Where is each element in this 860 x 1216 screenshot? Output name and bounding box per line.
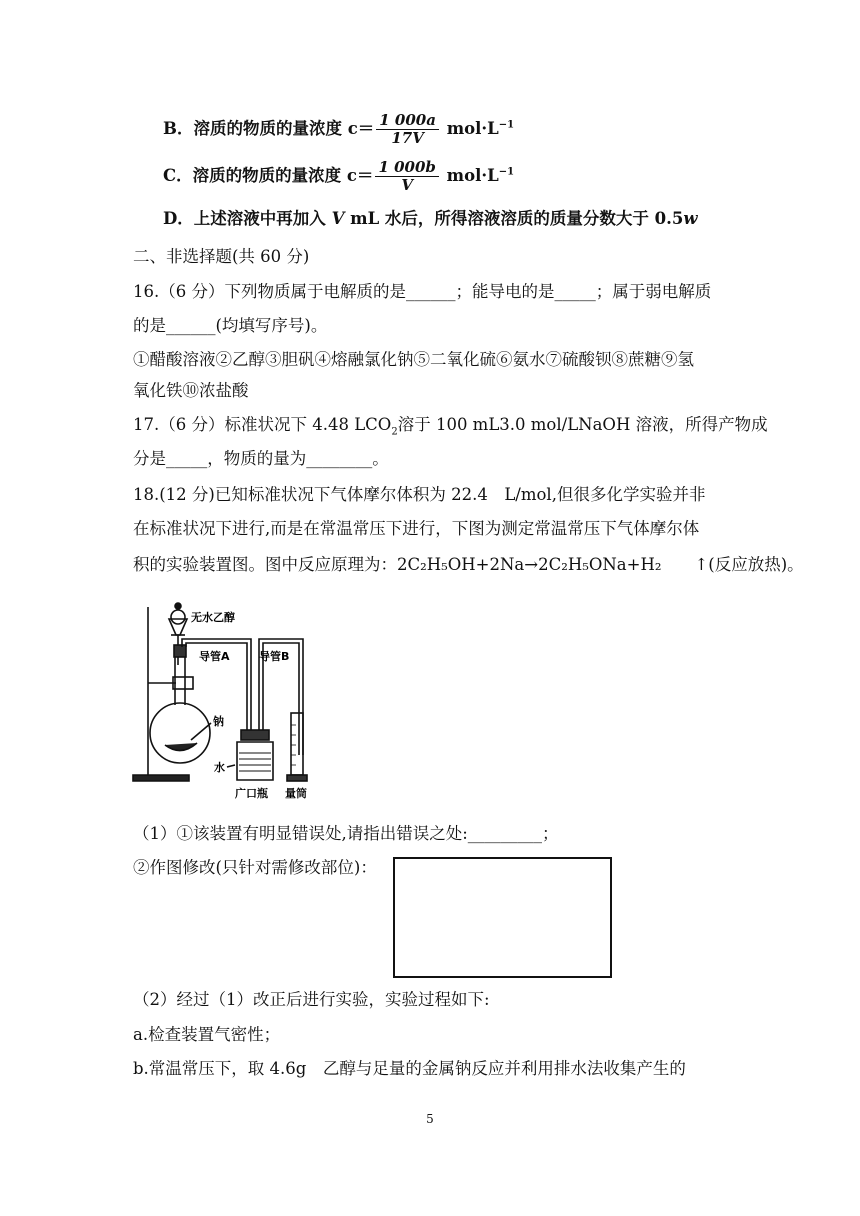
water-pointer [227,765,235,767]
q17-line-2: 分是_____，物质的量为________。 [133,449,389,468]
label-tube-a: 导管A [199,650,230,663]
funnel-stopper [175,603,181,609]
apparatus-figure [131,595,331,805]
label-cylinder: 量筒 [285,787,307,800]
q17-subscript: 2 [391,426,398,438]
sodium-pieces [165,743,197,751]
wide-mouth-bottle [237,742,273,780]
q18-part1-line-1: （1）①该装置有明显错误处,请指出错误之处:_________； [133,824,559,843]
label-water: 水 [214,761,225,774]
drawing-answer-box[interactable] [393,857,612,978]
q18-line-3: 积的实验装置图。图中反应原理为：2C₂H₅OH+2Na→2C₂H₅ONa+H₂ ↑(反应放热)。 [133,555,804,574]
option-c [163,159,514,194]
option-d [163,207,698,231]
q16-line-2: 的是______(均填写序号)。 [133,316,328,335]
bottle-stopper [241,730,269,740]
label-ethanol: 无水乙醇 [191,611,235,624]
q17-text-2: 溶于 100 mL3.0 mol/LNaOH 溶液，所得产物成 [397,415,768,434]
option-c-exponent: −1 [498,166,515,178]
round-bottom-flask [150,703,210,763]
q18-line-2: 在标准状况下进行,而是在常温常压下进行，下图为测定常温常压下气体摩尔体 [133,519,700,538]
option-d-text: D．上述溶液中再加入 [163,209,332,228]
q18-part2-line: （2）经过（1）改正后进行实验，实验过程如下: [133,990,490,1009]
water-lines [239,753,271,771]
funnel-body [171,610,185,624]
fraction-denominator: 17V [391,129,424,147]
option-c-fraction [375,159,438,194]
label-sodium: 钠 [213,715,224,728]
fraction-numerator: 1 000b [375,159,438,177]
label-bottle: 广口瓶 [235,787,268,800]
stand-base [133,775,189,781]
step-a: a.检查装置气密性； [133,1025,281,1044]
q16-line-4: 氧化铁⑩浓盐酸 [133,381,249,400]
q16-line-3: ①醋酸溶液②乙醇③胆矾④熔融氯化钠⑤二氧化硫⑥氨水⑦硫酸钡⑧蔗糖⑨氢 [133,350,694,369]
q18-line-1: 18.(12 分)已知标准状况下气体摩尔体积为 22.4 L/mol,但很多化学实验并非 [133,485,706,504]
cylinder-base [287,775,307,781]
option-b-fraction [376,112,439,147]
q16-line-1: 16.（6 分）下列物质属于电解质的是______；能导电的是_____；属于弱电解质 [133,282,712,301]
option-b-prefix: B．溶质的物质的量浓度 c＝ [163,119,375,138]
graduated-cylinder [291,713,303,775]
sodium-pointer [191,723,211,740]
step-b: b.常温常压下，取 4.6g 乙醇与足量的金属钠反应并利用排水法收集产生的 [133,1059,686,1078]
section-heading: 二、非选择题(共 60 分) [133,247,310,266]
flask-stopper [174,645,186,657]
option-c-unit: mol·L [446,166,499,185]
option-b-unit: mol·L [446,119,499,138]
q17-text: 17.（6 分）标准状况下 4.48 LCO [133,415,392,434]
option-d-volume: V [331,209,345,228]
option-d-text-2: mL 水后，所得溶液溶质的质量分数大于 0.5 [344,209,684,228]
fraction-denominator: V [401,176,413,194]
option-c-prefix: C．溶质的物质的量浓度 c＝ [163,166,374,185]
page-number: 5 [426,1112,434,1126]
option-b [163,112,514,147]
option-d-w: w [683,209,698,228]
fraction-numerator: 1 000a [376,112,439,130]
option-b-exponent: −1 [498,119,515,131]
label-tube-b: 导管B [259,650,290,663]
q17-line-1 [133,413,768,444]
q18-part1-line-2: ②作图修改(只针对需修改部位)： [133,858,377,877]
